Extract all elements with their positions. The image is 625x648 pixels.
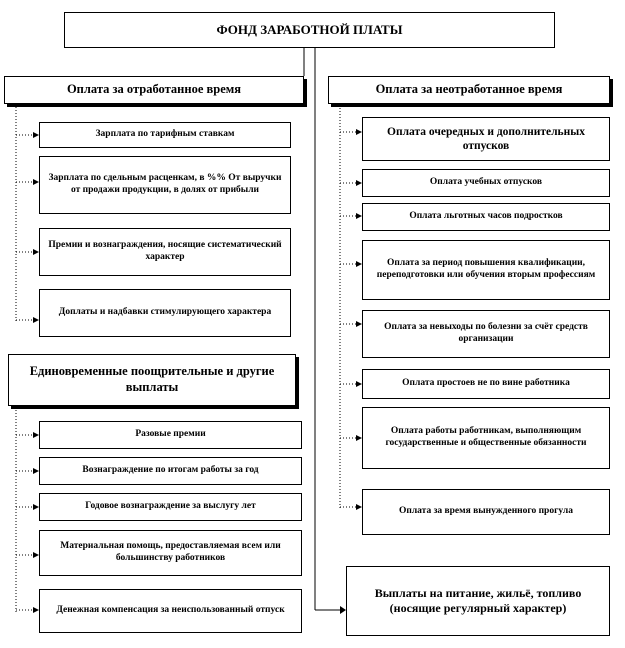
bottom-right-text: Выплаты на питание, жильё, топливо (носящие регулярный характер) (374, 586, 582, 615)
left-header-text: Оплата за отработанное время (66, 82, 242, 97)
bonus-item-text: Вознаграждение по итогам работы за год (82, 465, 259, 476)
left-item-text: Зарплата по сдельным расценкам, в %% От выручки от продажи продукции, в долях от прибыли (48, 173, 282, 195)
right-arrows (340, 129, 362, 510)
right-item-text: Оплата работы работникам, выполняющим государственные и общественные обязанности (385, 426, 587, 448)
bonus-item-text: Материальная помощь, предоставляемая всем или большинству работников (60, 541, 281, 563)
right-item-text: Оплата за период повышения квалификации, переподготовки или обучения вторым профессиям (376, 258, 596, 280)
right-header-text: Оплата за неотработанное время (375, 82, 563, 97)
left-item-text: Премии и вознаграждения, носящие систематический характер (48, 240, 282, 262)
right-item-text: Оплата очередных и дополнительных отпусков (387, 125, 585, 152)
right-item-text: Оплата за время вынужденного прогула (398, 506, 574, 517)
right-item-text: Оплата за невыходы по болезни за счёт средств организации (384, 322, 588, 344)
bonus-item-text: Денежная компенсация за неиспользованный отпуск (56, 605, 285, 616)
right-item-text: Оплата учебных отпусков (429, 177, 543, 188)
left-item-text: Доплаты и надбавки стимулирующего характера (58, 307, 272, 318)
right-item-text: Оплата льготных часов подростков (409, 211, 563, 222)
left-item-text: Зарплата по тарифным ставкам (95, 129, 235, 140)
right-item-text: Оплата простоев не по вине работника (402, 378, 570, 389)
title-text: ФОНД ЗАРАБОТНОЙ ПЛАТЫ (216, 21, 403, 37)
bonus-item-text: Годовое вознаграждение за выслугу лет (85, 501, 256, 512)
bonus-header-text: Единовременные поощрительные и другие выплаты (29, 364, 275, 394)
left-arrows (16, 132, 39, 613)
bonus-item-text: Разовые премии (135, 429, 206, 440)
